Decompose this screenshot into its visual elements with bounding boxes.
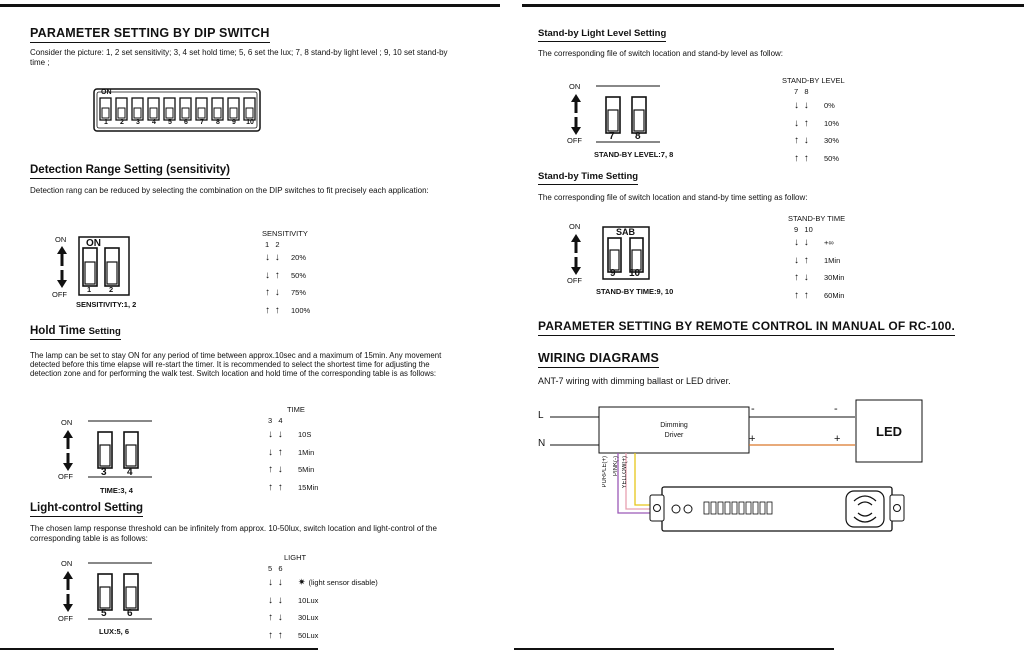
row-value: 30% xyxy=(824,136,840,146)
row-value: 15Min xyxy=(298,482,319,492)
mini-dip-slot xyxy=(718,502,723,514)
table-row xyxy=(268,444,318,462)
st-num-9: 9 xyxy=(610,268,616,279)
standby-time-title: Stand-by Time Setting xyxy=(538,171,638,185)
sun-icon: ✷ xyxy=(298,577,306,588)
det-caption: SENSITIVITY:1, 2 xyxy=(76,300,137,309)
mini-dip-slot xyxy=(753,502,758,514)
dip-number: 10 xyxy=(246,119,254,126)
sensitivity-table xyxy=(265,249,310,319)
light-caption: LUX:5, 6 xyxy=(99,627,130,636)
st-table-cols: 9 10 xyxy=(794,225,813,234)
det-box-on: ON xyxy=(86,238,101,249)
up-down-arrows xyxy=(60,569,80,615)
sl-table-title: STAND-BY LEVEL xyxy=(782,76,845,85)
dip-knob xyxy=(102,108,109,118)
row-value: +∞ xyxy=(824,238,834,248)
standby-level-table xyxy=(794,97,839,167)
row-value: 5Min xyxy=(298,465,315,475)
mini-dip-slot xyxy=(739,502,744,514)
lux-table xyxy=(268,574,378,644)
sl-table-cols: 7 8 xyxy=(794,87,809,96)
det-num-1: 1 xyxy=(87,285,92,294)
table-row xyxy=(268,461,318,479)
driver-label: Dimming xyxy=(660,422,688,429)
switch-arrows: ↓ ↓ xyxy=(268,594,284,606)
dip-knob xyxy=(246,108,253,118)
dip-knob xyxy=(134,108,141,118)
light-text: The chosen lamp response threshold can be infinitely from approx. 10-50lux, switch location and light-control of the corresponding table is as follows: xyxy=(30,524,437,543)
det-on-label: ON xyxy=(55,235,67,244)
bottom-rule xyxy=(0,648,318,650)
dip-number: 6 xyxy=(184,119,188,126)
line-L-label: L xyxy=(538,410,544,421)
st-off-label: OFF xyxy=(567,276,582,285)
st-num-10: 10 xyxy=(629,268,641,279)
table-row xyxy=(268,574,378,592)
sl-num-8: 8 xyxy=(635,131,641,142)
mini-dip-slot xyxy=(767,502,772,514)
dip-number: 4 xyxy=(152,119,156,126)
dip-number: 2 xyxy=(120,119,124,126)
dip-numbers xyxy=(98,119,258,126)
light-table-title: LIGHT xyxy=(284,553,307,562)
standby-level-title: Stand-by Light Level Setting xyxy=(538,28,666,42)
yellow-wire-label: YELLOW(+) xyxy=(622,456,628,489)
hold-on-label: ON xyxy=(61,418,73,427)
sl-num-7: 7 xyxy=(609,131,615,142)
sl-on-label: ON xyxy=(569,82,581,91)
table-row xyxy=(265,267,310,285)
switch-arrows: ↑ ↑ xyxy=(794,152,810,164)
led-plus: + xyxy=(834,433,841,445)
standby-level-text: The corresponding file of switch location and stand-by level as follow: xyxy=(538,49,784,58)
light-title: Light-control Setting xyxy=(30,502,143,517)
row-value: 50% xyxy=(824,153,840,163)
switch-arrows: ↓ ↓ xyxy=(268,577,284,589)
light-on-label: ON xyxy=(61,559,73,568)
row-value: 0% xyxy=(824,101,835,111)
param-text: Consider the picture: 1, 2 set sensitivity; 3, 4 set hold time; 5, 6 set the lux; 7, 8 stand-by light level ; 9, 10 set stand-by time ; xyxy=(30,48,448,67)
table-row xyxy=(794,252,844,270)
up-down-arrows xyxy=(54,244,74,292)
led-minus: - xyxy=(834,403,838,415)
led-label: LED xyxy=(876,424,902,439)
switch-arrows: ↓ ↓ xyxy=(268,429,284,441)
switch-arrows: ↑ ↑ xyxy=(268,481,284,493)
dip-knob xyxy=(150,108,157,118)
table-row xyxy=(794,150,839,168)
st-box-label: SAB xyxy=(616,227,636,237)
switch-arrows: ↑ ↑ xyxy=(268,629,284,641)
row-value: 10S xyxy=(298,430,312,440)
standby-time-text: The corresponding file of switch location and stand-by time setting as follow: xyxy=(538,193,808,202)
table-row xyxy=(794,234,844,252)
row-value: 20% xyxy=(291,253,307,263)
row-value: (light sensor disable) xyxy=(308,578,378,588)
up-down-arrows xyxy=(568,92,588,138)
row-value: 50Lux xyxy=(298,630,319,640)
row-value: 1Min xyxy=(824,255,841,265)
mini-dip-slot xyxy=(704,502,709,514)
param-title: PARAMETER SETTING BY DIP SWITCH xyxy=(30,26,270,43)
table-row xyxy=(794,269,844,287)
dip-switch-10 xyxy=(94,89,262,133)
switch-arrows: ↑ ↑ xyxy=(794,289,810,301)
dip-number: 9 xyxy=(232,119,236,126)
switch-arrows: ↓ ↓ xyxy=(265,252,281,264)
table-row xyxy=(794,97,839,115)
up-down-arrows xyxy=(568,232,588,278)
switch-arrows: ↓ ↓ xyxy=(794,237,810,249)
right-page xyxy=(512,0,1024,653)
driver-label-2: Driver xyxy=(664,432,684,439)
bottom-rule xyxy=(514,648,834,650)
table-row xyxy=(794,115,839,133)
dip-switch-5-6 xyxy=(88,562,154,622)
row-value: 1Min xyxy=(298,447,315,457)
st-on-label: ON xyxy=(569,222,581,231)
wiring-title: WIRING DIAGRAMS xyxy=(538,351,659,368)
det-off-label: OFF xyxy=(52,290,67,299)
dip-switch-7-8 xyxy=(596,85,662,145)
pink-wire-label: PINK(-) xyxy=(613,456,619,476)
dip-knob xyxy=(214,108,221,118)
row-value: 50% xyxy=(291,270,307,280)
mini-dip-slot xyxy=(760,502,765,514)
driver-minus: - xyxy=(751,403,755,415)
dip-number: 8 xyxy=(216,119,220,126)
wiring-text: ANT-7 wiring with dimming ballast or LED driver. xyxy=(538,376,731,386)
hold-text: The lamp can be set to stay ON for any period of time between approx.10sec and a maximum of 15min. Any movement detected before this time elapse will re-start the timer. It is recommended to select the shortest time for adjusting the detection zone and for performing the walk test. Switch location and hold time of the corresponding table is as follows: xyxy=(30,351,442,379)
light-num-6: 6 xyxy=(127,608,133,619)
table-row xyxy=(268,627,378,645)
det-num-2: 2 xyxy=(109,285,114,294)
mini-dip-slot xyxy=(725,502,730,514)
sl-off-label: OFF xyxy=(567,136,582,145)
switch-arrows: ↑ ↓ xyxy=(268,612,284,624)
detection-text: Detection rang can be reduced by selecting the combination on the DIP switches to fit precisely each application: xyxy=(30,186,429,195)
switch-arrows: ↑ ↑ xyxy=(265,304,281,316)
hold-off-label: OFF xyxy=(58,472,73,481)
top-rule xyxy=(522,4,1024,7)
switch-arrows: ↓ ↑ xyxy=(794,254,810,266)
hold-num-4: 4 xyxy=(127,467,133,478)
purple-wire-label: PURPLE(+) xyxy=(602,456,608,488)
table-row xyxy=(265,249,310,267)
switch-arrows: ↓ ↑ xyxy=(268,446,284,458)
table-row xyxy=(794,287,844,305)
hold-caption: TIME:3, 4 xyxy=(100,486,133,495)
hold-title-setting: Setting xyxy=(88,326,121,337)
row-value: 60Min xyxy=(824,290,845,300)
switch-arrows: ↓ ↑ xyxy=(265,269,281,281)
up-down-arrows xyxy=(60,428,80,474)
hold-table-cols: 3 4 xyxy=(268,416,283,425)
table-row xyxy=(268,479,318,497)
light-off-label: OFF xyxy=(58,614,73,623)
hold-num-3: 3 xyxy=(101,467,107,478)
top-rule xyxy=(0,4,500,7)
table-row xyxy=(268,592,378,610)
det-table-cols: 1 2 xyxy=(265,240,280,249)
row-value: 30Lux xyxy=(298,613,319,623)
switch-arrows: ↓ ↓ xyxy=(794,100,810,112)
dip-knob xyxy=(230,108,237,118)
detection-title: Detection Range Setting (sensitivity) xyxy=(30,164,230,179)
table-row xyxy=(268,609,378,627)
light-table-cols: 5 6 xyxy=(268,564,283,573)
table-row xyxy=(268,426,318,444)
dip-number: 7 xyxy=(200,119,204,126)
dip-number: 1 xyxy=(104,119,108,126)
switch-arrows: ↑ ↓ xyxy=(794,272,810,284)
sl-caption: STAND-BY LEVEL:7, 8 xyxy=(594,150,674,159)
driver-plus: + xyxy=(749,433,756,445)
mini-dip-slot xyxy=(711,502,716,514)
time-table xyxy=(268,426,318,496)
dip-knob xyxy=(118,108,125,118)
row-value: 30Min xyxy=(824,273,845,283)
table-row xyxy=(794,132,839,150)
st-caption: STAND-BY TIME:9, 10 xyxy=(596,287,674,296)
dip-number: 5 xyxy=(168,119,172,126)
switch-arrows: ↑ ↓ xyxy=(794,135,810,147)
st-table-title: STAND-BY TIME xyxy=(788,214,846,223)
switch-arrows: ↑ ↓ xyxy=(265,287,281,299)
dip-number: 3 xyxy=(136,119,140,126)
dip-on-label: ON xyxy=(101,89,112,96)
switch-arrows: ↑ ↓ xyxy=(268,464,284,476)
hold-title xyxy=(30,325,121,340)
row-value: 75% xyxy=(291,288,307,298)
dip-knob xyxy=(182,108,189,118)
dip-knob xyxy=(198,108,205,118)
mini-dip-slot xyxy=(732,502,737,514)
standby-time-table xyxy=(794,234,844,304)
hold-title-main: Hold Time xyxy=(30,325,86,337)
hold-table-title: TIME xyxy=(287,405,305,414)
row-value: 10% xyxy=(824,118,840,128)
det-table-title: SENSITIVITY xyxy=(262,229,308,238)
dip-knob xyxy=(166,108,173,118)
mini-dip-slot xyxy=(746,502,751,514)
remote-title: PARAMETER SETTING BY REMOTE CONTROL IN MANUAL OF RC-100. xyxy=(538,319,955,336)
wiring-diagram xyxy=(532,395,932,535)
table-row xyxy=(265,284,310,302)
table-row xyxy=(265,302,310,320)
switch-arrows: ↓ ↑ xyxy=(794,117,810,129)
light-num-5: 5 xyxy=(101,608,107,619)
dip-switch-3-4 xyxy=(88,420,154,480)
line-N-label: N xyxy=(538,438,546,449)
row-value: 10Lux xyxy=(298,595,319,605)
row-value: 100% xyxy=(291,305,311,315)
